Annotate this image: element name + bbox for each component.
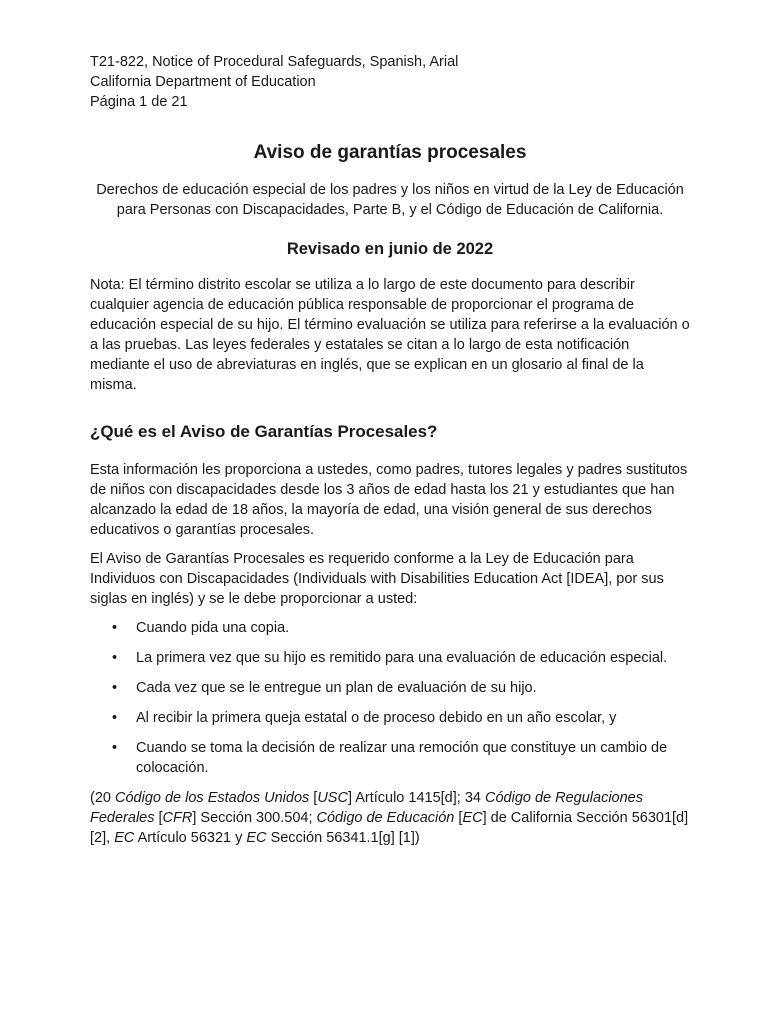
list-item (90, 678, 690, 698)
list-item-text: Cada vez que se le entregue un plan de evaluación de su hijo. (136, 680, 537, 696)
legal-citation (90, 788, 690, 848)
citation-text: [ (454, 810, 463, 826)
note-paragraph: Nota: El término distrito escolar se utiliza a lo largo de este documento para describir cualquier agencia de educación pública responsable de proporcionar el programa de educación especial de su hijo. El término evaluación se utiliza para referirse a la evaluación o a las pruebas. Las leyes federales y estatales se citan a lo largo de esta notificación mediante el uso de abreviaturas en inglés, que se explican en un glosario al final de la misma. (90, 277, 690, 393)
requirement-paragraph: El Aviso de Garantías Procesales es requerido conforme a la Ley de Educación para Individuos con Discapacidades (Individuals with Disabilities Education Act [IDEA], por sus siglas en inglés) y se le debe proporcionar a usted: (90, 551, 664, 607)
citation-text: Artículo 56321 y (134, 830, 247, 846)
document-id: T21-822, Notice of Procedural Safeguards, Spanish, Arial (90, 54, 459, 70)
citation-text: Sección 56341.1[g] [1]) (266, 830, 420, 846)
bullet-icon: • (112, 740, 118, 756)
citation-code-name: Código de los Estados Unidos (115, 790, 310, 806)
citation-text: [ (309, 790, 318, 806)
citation-text: ] Sección 300.504; (192, 810, 317, 826)
page-number: Página 1 de 21 (90, 94, 188, 110)
list-item-text: Al recibir la primera queja estatal o de proceso debido en un año escolar, y (136, 710, 617, 726)
section-heading: ¿Qué es el Aviso de Garantías Procesales? (90, 422, 438, 441)
bullet-icon: • (112, 620, 118, 636)
list-item-text: Cuando se toma la decisión de realizar una remoción que constituye un cambio de colocación. (136, 740, 668, 776)
document-title: Aviso de garantías procesales (253, 142, 527, 163)
citation-code-name: Código de Educación (316, 810, 455, 826)
list-item-text: La primera vez que su hijo es remitido para una evaluación de educación especial. (136, 650, 668, 666)
citation-code-name: Código de Regulaciones Federales (90, 790, 643, 826)
intro-paragraph: Esta información les proporciona a ustedes, como padres, tutores legales y padres sustitutos de niños con discapacidades desde los 3 años de edad hasta los 21 y estudiantes que han alcanzado la edad de 18 años, la mayoría de edad, una visión general de sus derechos educativos o garantías procesales. (90, 462, 688, 538)
bullet-icon: • (112, 680, 118, 696)
bullet-list (90, 618, 690, 778)
citation-abbrev: EC (246, 830, 267, 846)
document-page (90, 52, 690, 848)
list-item (90, 618, 690, 638)
citation-text: ] Artículo 1415[d]; 34 (347, 790, 485, 806)
list-item (90, 708, 690, 728)
list-item (90, 738, 690, 778)
citation-text: ] de California Sección 56301[d] [2], (90, 810, 689, 846)
document-subtitle: Derechos de educación especial de los padres y los niños en virtud de la Ley de Educación para Personas con Discapacidades, Parte B, y el Código de Educación de California. (96, 182, 684, 218)
citation-abbrev: USC (317, 790, 348, 806)
bullet-icon: • (112, 650, 118, 666)
department-name: California Department of Education (90, 74, 316, 90)
list-item-text: Cuando pida una copia. (136, 620, 290, 636)
citation-text: (20 (90, 790, 115, 806)
bullet-icon: • (112, 710, 118, 726)
citation-abbrev: CFR (162, 810, 193, 826)
list-item (90, 648, 690, 668)
citation-abbrev: EC (462, 810, 483, 826)
citation-abbrev: EC (114, 830, 135, 846)
citation-text: [ (154, 810, 163, 826)
revision-date: Revisado en junio de 2022 (286, 240, 494, 258)
